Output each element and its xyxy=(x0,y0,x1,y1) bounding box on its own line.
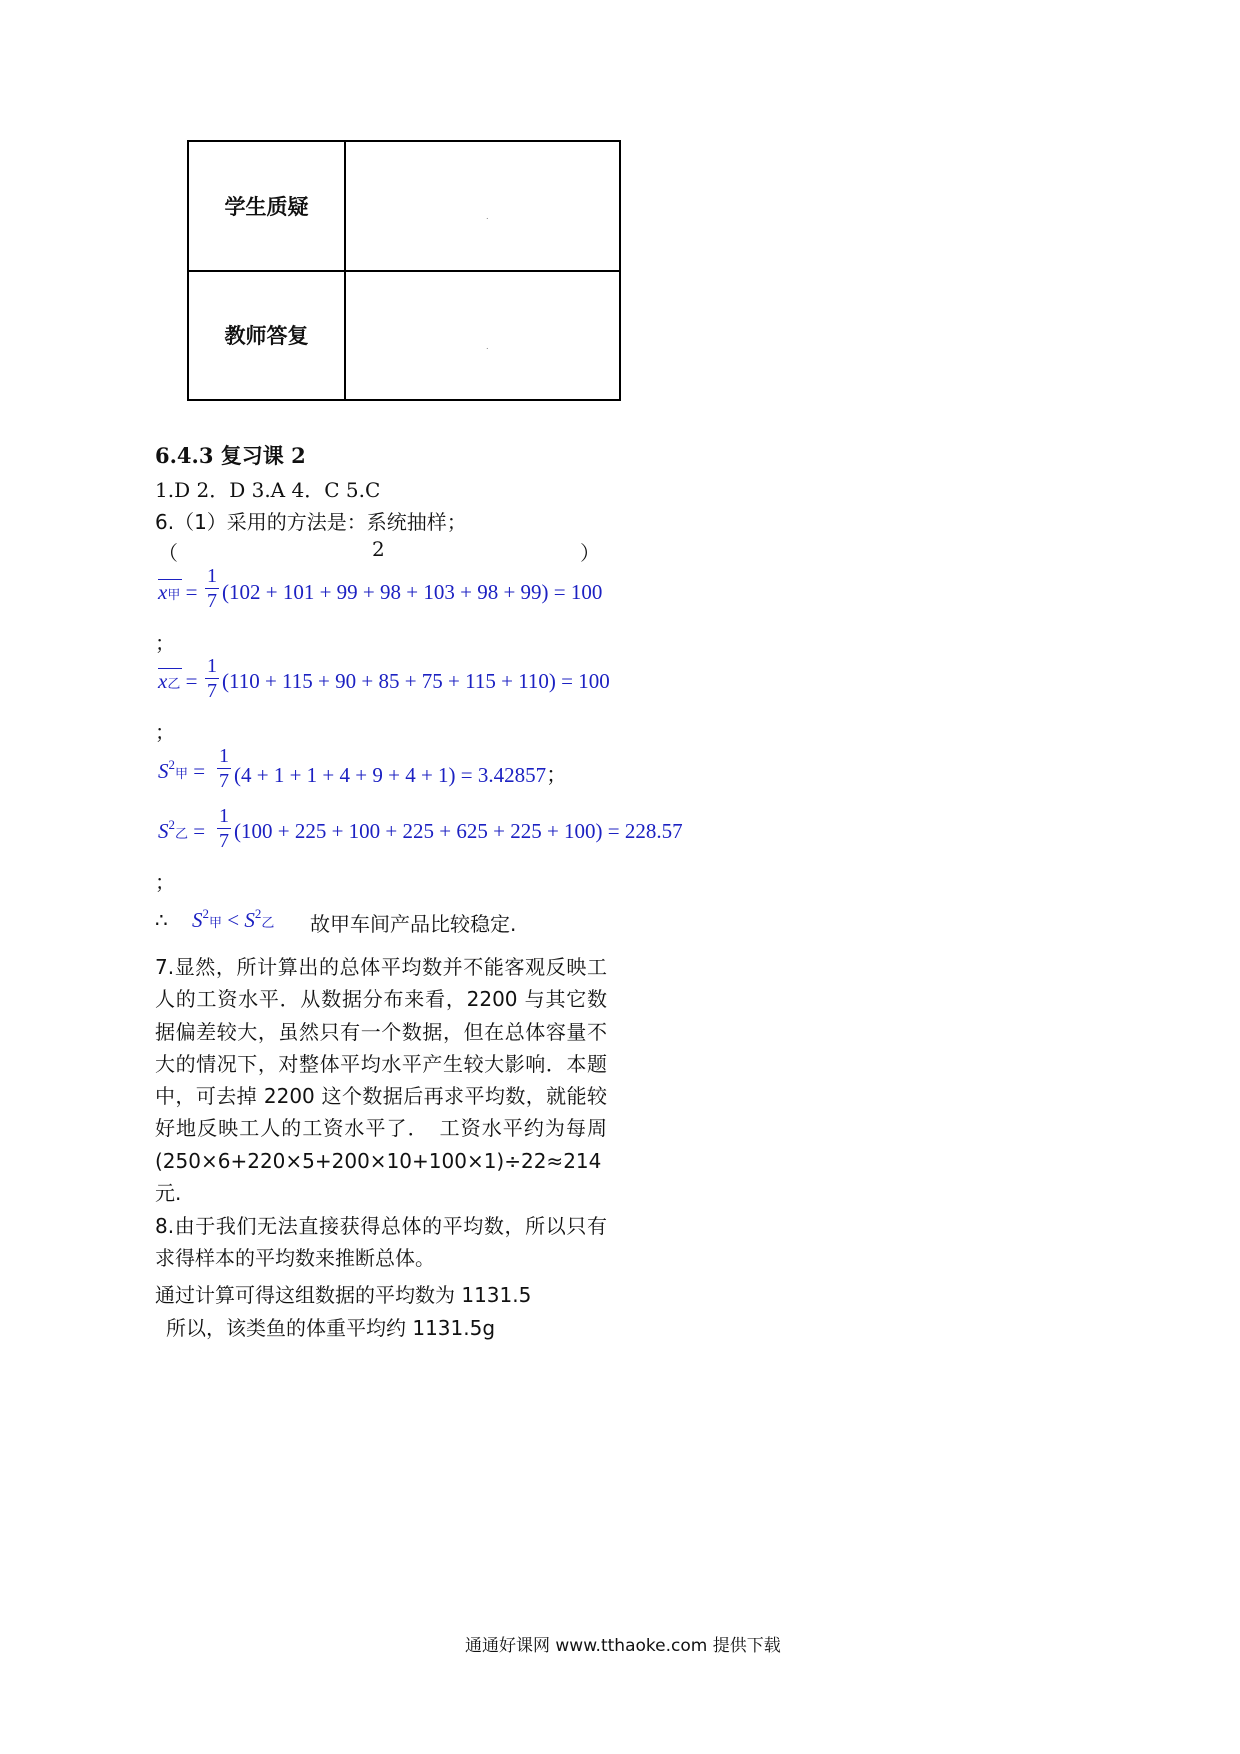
sep2: ； xyxy=(155,720,175,744)
q6-part2-num: 2 xyxy=(372,537,385,561)
eq3-fraction: 1 7 xyxy=(219,745,229,792)
eq4-fraction: 1 7 xyxy=(219,805,229,852)
eq2-expr: (110 + 115 + 90 + 85 + 75 + 115 + 110) = 100 xyxy=(222,669,610,693)
q8-line2: 通过计算可得这组数据的平均数为 1131.5 xyxy=(155,1283,532,1307)
eq4-expr: (100 + 225 + 100 + 225 + 625 + 225 + 100) = 228.57 xyxy=(234,819,683,843)
q7-answer: 7.显然，所计算出的总体平均数并不能客观反映工人的工资水平．从数据分布来看，2200 与其它数据偏差较大，虽然只有一个数据，但在总体容量不大的情况下，对整体平均水平产生较大影响．本题中，可去掉 2200 这个数据后再求平均数，就能较好地反映工人的工资水平了． 工资水平约为每周(250×6+220×5+200×10+100×1)÷22≈214 元. xyxy=(155,955,607,1206)
qa-table xyxy=(187,140,621,401)
eq2-fraction: 1 7 xyxy=(207,655,217,702)
conclusion-text: 故甲车间产品比较稳定. xyxy=(310,912,517,936)
q8-answer: 8.由于我们无法直接获得总体的平均数，所以只有求得样本的平均数来推断总体。 xyxy=(155,1214,607,1271)
student-question-label: 学生质疑 xyxy=(188,141,345,271)
eq3-lhs: $S^2$甲 = xyxy=(158,757,206,783)
sep4: ； xyxy=(155,870,175,894)
sep1: ； xyxy=(155,631,175,655)
eq1-fraction: 1 7 xyxy=(207,565,217,612)
cell-mark: . xyxy=(486,341,489,351)
eq1-expr: (102 + 101 + 99 + 98 + 103 + 98 + 99) = 100 xyxy=(222,580,603,604)
eq3-expr: (4 + 1 + 1 + 4 + 9 + 4 + 1) = 3.42857； xyxy=(234,763,568,787)
student-question-cell xyxy=(345,141,620,271)
eq2-lhs: x乙 = xyxy=(158,669,198,693)
q8-line3: 所以，该类鱼的体重平均约 1131.5g xyxy=(166,1316,496,1340)
therefore-symbol: ∴ xyxy=(155,908,168,932)
q6-part2-close: ） xyxy=(580,541,600,565)
table-row xyxy=(188,141,620,271)
eq4-lhs: $S^2$乙 = xyxy=(158,817,206,843)
eq1-lhs: x甲 = xyxy=(158,580,198,604)
variance-comparison: $S^2$甲 < $S^2$乙 xyxy=(192,906,275,932)
page-footer: 通通好课网 www.tthaoke.com 提供下载 xyxy=(465,1636,781,1656)
q6-intro: 6.（1）采用的方法是：系统抽样； xyxy=(155,510,467,534)
q6-part2-open: （ xyxy=(158,541,178,565)
cell-mark: . xyxy=(486,212,489,221)
section-title: 6.4.3 复习课 2 xyxy=(155,443,306,468)
table-row xyxy=(188,271,620,401)
teacher-answer-label: 教师答复 xyxy=(188,271,345,401)
mc-answers: 1.D 2．D 3.A 4．C 5.C xyxy=(155,478,381,502)
teacher-answer-cell xyxy=(345,271,620,401)
